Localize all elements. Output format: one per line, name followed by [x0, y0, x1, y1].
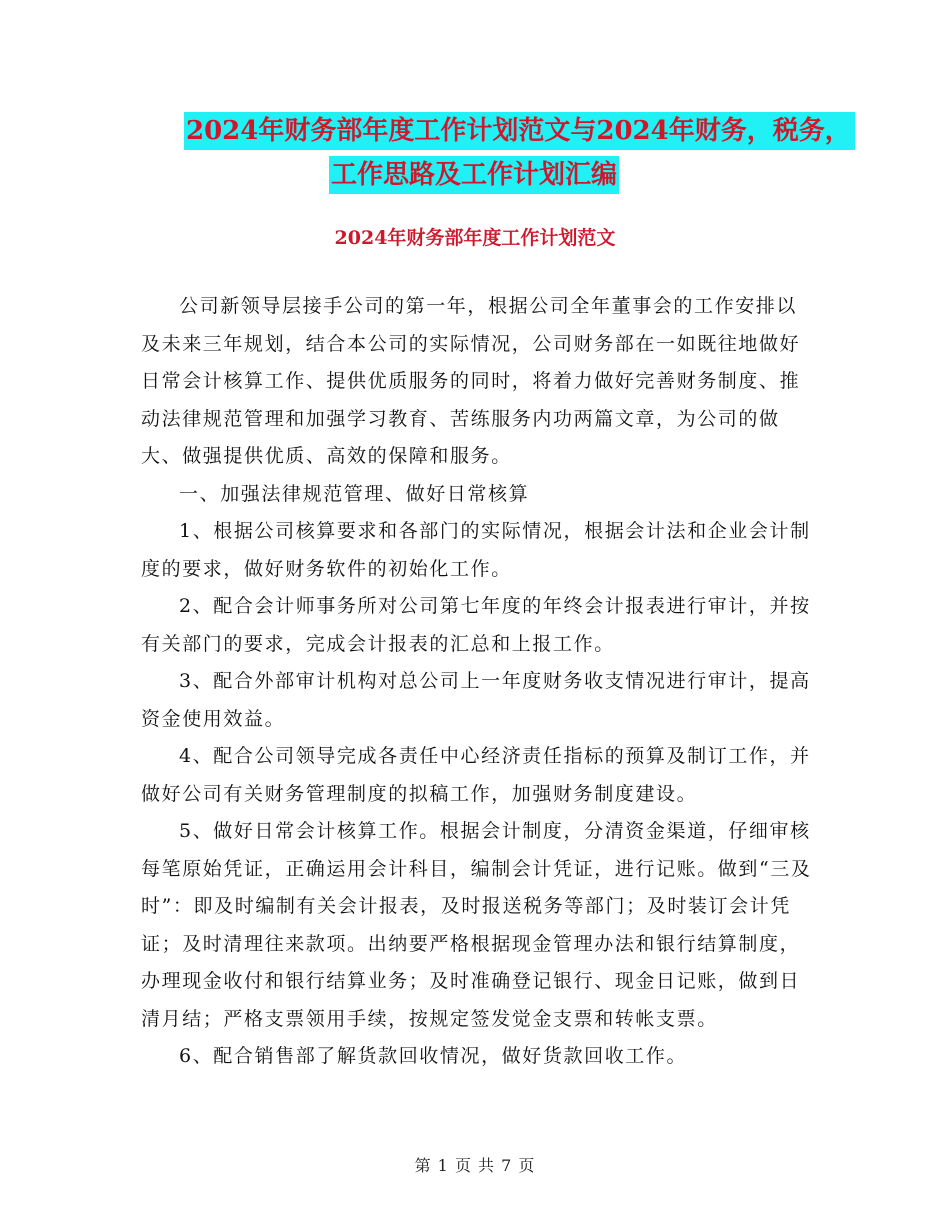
title-line-2: 工作思路及工作计划汇编	[329, 156, 619, 194]
section-heading: 一、加强法律规范管理、做好日常核算	[179, 482, 530, 505]
paragraph-item-4: 4、配合公司领导完成各责任中心经济责任指标的预算及制订工作，并做好公司有关财务管理制度的拟稿工作，加强财务制度建设。	[141, 745, 811, 805]
document-body	[141, 288, 817, 1076]
paragraph-item-5: 5、做好日常会计核算工作。根据会计制度，分清资金渠道，仔细审核每笔原始凭证，正确运用会计科目，编制会计凭证，进行记账。做到“三及时”：即及时编制有关会计报表，及时报送税务等部门；及时装订会计凭证；及时清理往来款项。出纳要严格根据现金管理办法和银行结算制度，办理现金收付和银行结算业务；及时准确登记银行、现金日记账，做到日清月结；严格支票领用手续，按规定签发觉金支票和转帐支票。	[141, 820, 812, 1030]
paragraph-item-6: 6、配合销售部了解货款回收情况，做好货款回收工作。	[179, 1045, 688, 1067]
paragraph-item-2: 2、配合会计师事务所对公司第七年度的年终会计报表进行审计，并按有关部门的要求，完成会计报表的汇总和上报工作。	[141, 595, 811, 655]
title-line-1: 2024年财务部年度工作计划范文与2024年财务，税务，	[184, 112, 855, 150]
section-title: 2024年财务部年度工作计划范文	[334, 227, 616, 249]
page-number: 第 1 页 共 7 页	[414, 1156, 536, 1175]
paragraph-item-1: 1、根据公司核算要求和各部门的实际情况，根据会计法和企业会计制度的要求，做好财务软件的初始化工作。	[141, 520, 811, 580]
paragraph-intro: 公司新领导层接手公司的第一年，根据公司全年董事会的工作安排以及未来三年规划，结合本公司的实际情况，公司财务部在一如既往地做好日常会计核算工作、提供优质服务的同时，将着力做好完善财务制度、推动法律规范管理和加强学习教育、苦练服务内功两篇文章，为公司的做大、做强提供优质、高效的保障和服务。	[141, 295, 801, 467]
paragraph-item-3: 3、配合外部审计机构对总公司上一年度财务收支情况进行审计，提高资金使用效益。	[141, 670, 811, 730]
